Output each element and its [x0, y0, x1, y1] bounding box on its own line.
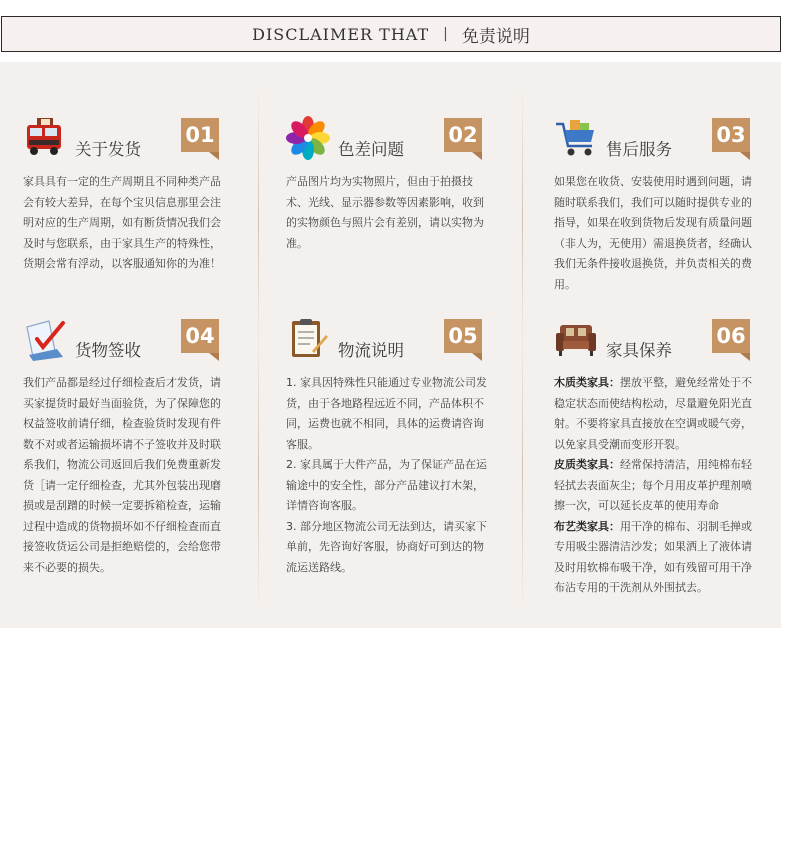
card-paragraph: 家具具有一定的生产周期且不同种类产品会有较大差异，在每个宝贝信息那里会注明对应的生产周期，如有断货情况我们会及时与您联系，由于家具生产的特殊性，货期会常有浮动，以客服通知你的为准！ — [23, 175, 221, 270]
card-body — [23, 172, 231, 275]
disclaimer-panel — [0, 62, 781, 628]
card-paragraph: 如果您在收货、安装使用时遇到问题，请随时联系我们，我们可以随时提供专业的指导，如果在收到货物后发现有质量问题（非人为，无使用）需退换货者，经确认我们无条件接收退换货，并负责相关的费用。 — [554, 175, 752, 291]
disclaimer-header — [1, 16, 781, 52]
clipboard-icon — [286, 317, 330, 361]
care-label: 布艺类家具： — [554, 519, 620, 533]
column-divider — [522, 324, 523, 614]
card-title: 货物签收 — [75, 341, 141, 360]
care-text: 摆放平整，避免经常处于不稳定状态而使结构松动，尽量避免阳光直射。不要将家具直接放在空调或暖气旁，以免家具受潮而变形开裂。 — [554, 376, 752, 451]
card-number-badge: 01 — [181, 118, 219, 152]
color-wheel-icon — [286, 116, 330, 160]
card-paragraph: 产品图片均为实物照片，但由于拍摄技术、光线、显示器参数等因素影响，收到的实物颜色与照片会有差别，请以实物为准。 — [286, 175, 484, 250]
care-item-fabric — [554, 517, 762, 599]
card-number-badge: 05 — [444, 319, 482, 353]
header-title-en: DISCLAIMER THAT — [252, 24, 430, 44]
card-paragraph: 我们产品都是经过仔细检查后才发货，请买家提货时最好当面验货，为了保障您的权益签收前请仔细，检查验货时发现有件数不对或者运输损坏请不子签收并及时联系我们，物流公司返回后我们免费重新发货［请一定仔细检查，尤其外包装出现磨损或是刮蹭的时候一定要拆箱检查，运输过程中造成的货物损坏如不仔细检查而直接签收货运公司是拒绝赔偿的，会给您带来不必要的损失。 — [23, 376, 221, 574]
card-title: 关于发货 — [75, 140, 141, 159]
column-divider — [258, 86, 259, 356]
card-body — [554, 373, 762, 599]
card-body — [286, 172, 494, 254]
card-number-badge: 02 — [444, 118, 482, 152]
card-title: 售后服务 — [606, 140, 672, 159]
card-paragraph: 2. 家具属于大件产品，为了保证产品在运输途中的安全性，部分产品建议打木架，详情咨询客服。 — [286, 458, 487, 512]
care-label: 木质类家具： — [554, 376, 620, 389]
card-title: 物流说明 — [338, 341, 404, 360]
header-separator: | — [443, 26, 448, 42]
care-item-wood — [554, 373, 762, 455]
header-title-cn: 免责说明 — [461, 26, 530, 47]
column-divider — [522, 86, 523, 356]
care-label: 皮质类家具： — [554, 458, 620, 471]
card-number-badge: 04 — [181, 319, 219, 353]
card-title: 色差问题 — [338, 140, 404, 159]
care-text: 经常保持清洁，用纯棉布轻轻拭去表面灰尘；每个月用皮革护理剂喷擦一次，可以延长皮革的使用寿命 — [554, 458, 752, 512]
card-paragraph: 3. 部分地区物流公司无法到达，请买家下单前，先咨询好客服，协商好可到达的物流运送路线。 — [286, 519, 487, 574]
card-paragraph: 1. 家具因特殊性只能通过专业物流公司发货，由于各地路程远近不同，产品体积不同，运费也就不相同，具体的运费请咨询客服。 — [286, 376, 487, 451]
sofa-icon — [554, 317, 598, 361]
checklist-icon — [23, 317, 67, 361]
card-number-badge: 03 — [712, 118, 750, 152]
card-title: 家具保养 — [606, 341, 672, 360]
card-body — [554, 172, 762, 295]
column-divider — [258, 324, 259, 614]
card-number-badge: 06 — [712, 319, 750, 353]
card-body — [23, 373, 231, 578]
shopping-cart-icon — [554, 116, 598, 160]
care-item-leather — [554, 455, 762, 517]
card-body — [286, 373, 494, 578]
delivery-truck-icon — [23, 116, 67, 160]
care-text: 用干净的棉布、羽制毛掸或专用吸尘器清洁沙发；如果洒上了液体请及时用软棉布吸干净，如有残留可用干净布沾专用的干洗剂从外围拭去。 — [554, 519, 752, 594]
